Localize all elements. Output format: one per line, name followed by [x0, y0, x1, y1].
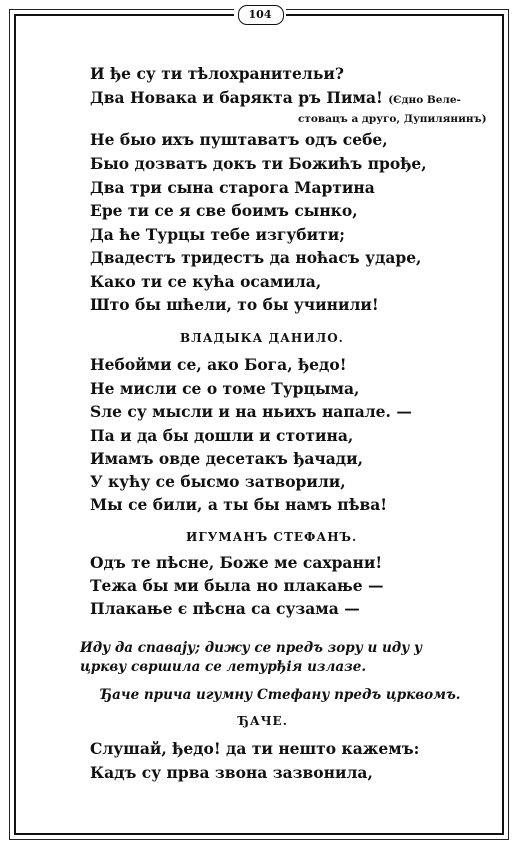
verse-line: Па и да бы дошли и стотина, — [90, 426, 354, 445]
verse-line: Слушай, ђедо! да ти нешто кажемъ: — [90, 739, 420, 758]
verse-line: Плакање є пѣсна са сузама — — [90, 599, 360, 618]
verse-line: Не мисли се о томе Турцыма, — [90, 379, 360, 398]
verse-line: Кадъ су прва звона зазвонила, — [90, 763, 373, 782]
verse-line: Тежа бы ми была но плакање — — [90, 576, 384, 595]
verse-line: Ѕле су мысли и на ньихъ напале. — — [90, 402, 412, 421]
verse-line: Не быо ихъ пуштаватъ одъ себе, — [90, 130, 388, 149]
verse-line: Како ти се кућа осамила, — [90, 272, 322, 291]
verse-line: Два Новака и барякта ръ Пима! (Єдно Веле- — [90, 88, 461, 107]
footnote-continuation: стовацъ а друго, Дупилянинъ) — [298, 113, 487, 125]
stage-direction: Иду да спавају; дижу се предъ зору и иду у — [80, 640, 423, 656]
verse-line: Мы се били, а ты бы намъ пѣва! — [90, 495, 388, 514]
verse-line: Небойми се, ако Бога, ђедо! — [90, 355, 347, 374]
stage-direction: Ђаче прича игумну Стефану предъ црквомъ. — [100, 687, 461, 703]
footnote-inline: (Єдно Веле- — [388, 94, 461, 106]
stage-direction: цркву свршила се летурђія излазе. — [80, 659, 367, 675]
verse-line: Два три сына старога Мартина — [90, 178, 375, 197]
page-number: 104 — [234, 2, 286, 28]
verse-line: Што бы шћели, то бы учинили! — [90, 295, 379, 314]
speaker-heading: ИГУМАНЪ СТЕФАНЪ. — [186, 530, 358, 544]
verse-line: Да ће Турцы тебе изгубити; — [90, 225, 345, 244]
verse-line: Имамъ овде десетакъ ђачади, — [90, 449, 364, 468]
verse-line: Одъ те пѣсне, Боже ме сахрани! — [90, 553, 383, 572]
speaker-heading: ЂАЧЕ. — [238, 714, 288, 728]
verse-line: Быо дозватъ докъ ти Божићъ прође, — [90, 154, 427, 173]
verse-line: И ђе су ти тѣлохранительи? — [90, 64, 344, 83]
verse-line: Ере ти се я све боимъ сынко, — [90, 201, 358, 220]
verse-line: Двадестъ тридестъ да ноћасъ ударе, — [90, 248, 422, 267]
verse-line: У кућу се бысмо затворили, — [90, 472, 346, 491]
speaker-heading: ВЛАДЫКА ДАНИЛО. — [180, 331, 344, 345]
